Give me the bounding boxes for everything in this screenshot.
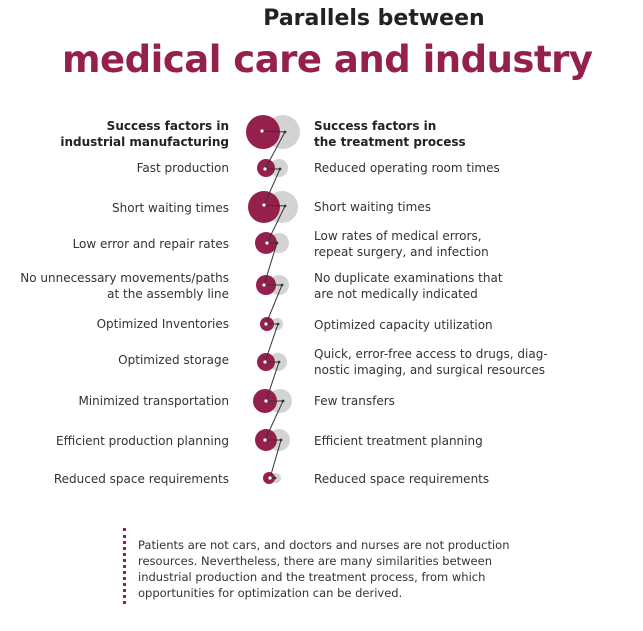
dark-dot	[284, 131, 287, 134]
white-dot	[265, 241, 268, 244]
row-right-6: Quick, error-free access to drugs, diag- nostic imaging, and surgical resources	[314, 347, 548, 377]
row-right-8: Efficient treatment planning	[314, 434, 483, 448]
accent-circle	[248, 191, 280, 223]
white-dot	[264, 399, 267, 402]
dark-dot	[279, 168, 282, 171]
row-right-4: No duplicate examinations that are not medically indicated	[314, 271, 503, 301]
white-dot	[262, 203, 265, 206]
title-line-2: medical care and industry	[62, 38, 593, 81]
row-right-9: Reduced space requirements	[314, 472, 490, 486]
white-dot	[260, 129, 263, 132]
note-dotted-border	[123, 528, 126, 604]
row-right-5: Optimized capacity utilization	[314, 318, 493, 332]
row-left-8: Efficient production planning	[56, 434, 229, 448]
white-dot	[263, 360, 266, 363]
connector-line	[262, 131, 285, 478]
title-line-1: Parallels between	[263, 6, 485, 31]
white-dot	[263, 438, 266, 441]
row-left-6: Optimized storage	[118, 353, 229, 367]
header-right: Success factors in the treatment process	[314, 119, 466, 149]
dark-dot	[284, 205, 287, 208]
row-left-2: Short waiting times	[112, 201, 229, 215]
dark-dot	[277, 323, 280, 326]
white-dot	[264, 322, 267, 325]
row-left-5: Optimized Inventories	[96, 317, 229, 331]
row-right-7: Few transfers	[314, 394, 395, 408]
dark-dot	[280, 439, 283, 442]
row-right-3: Low rates of medical errors, repeat surgery, and infection	[314, 229, 489, 259]
row-left-4: No unnecessary movements/paths at the assembly line	[20, 271, 229, 301]
header-left: Success factors in industrial manufacturing	[60, 119, 229, 149]
note-text: Patients are not cars, and doctors and nurses are not production resources. Nevertheless, there are many similarities between industrial production and the treatment process, from which opportunities for optimization can be derived.	[138, 538, 510, 600]
row-left-9: Reduced space requirements	[53, 472, 229, 486]
dark-dot	[281, 284, 284, 287]
white-dot	[268, 476, 271, 479]
circles-diagram	[230, 100, 310, 500]
dark-dot	[278, 361, 281, 364]
row-right-1: Reduced operating room times	[314, 161, 500, 175]
dark-dot	[274, 477, 277, 480]
row-left-3: Low error and repair rates	[72, 237, 229, 251]
row-left-7: Minimized transportation	[78, 394, 229, 408]
dark-dot	[282, 400, 285, 403]
row-right-2: Short waiting times	[314, 200, 431, 214]
white-dot	[262, 283, 265, 286]
white-dot	[263, 167, 266, 170]
dark-dot	[276, 242, 279, 245]
row-left-1: Fast production	[136, 161, 229, 175]
